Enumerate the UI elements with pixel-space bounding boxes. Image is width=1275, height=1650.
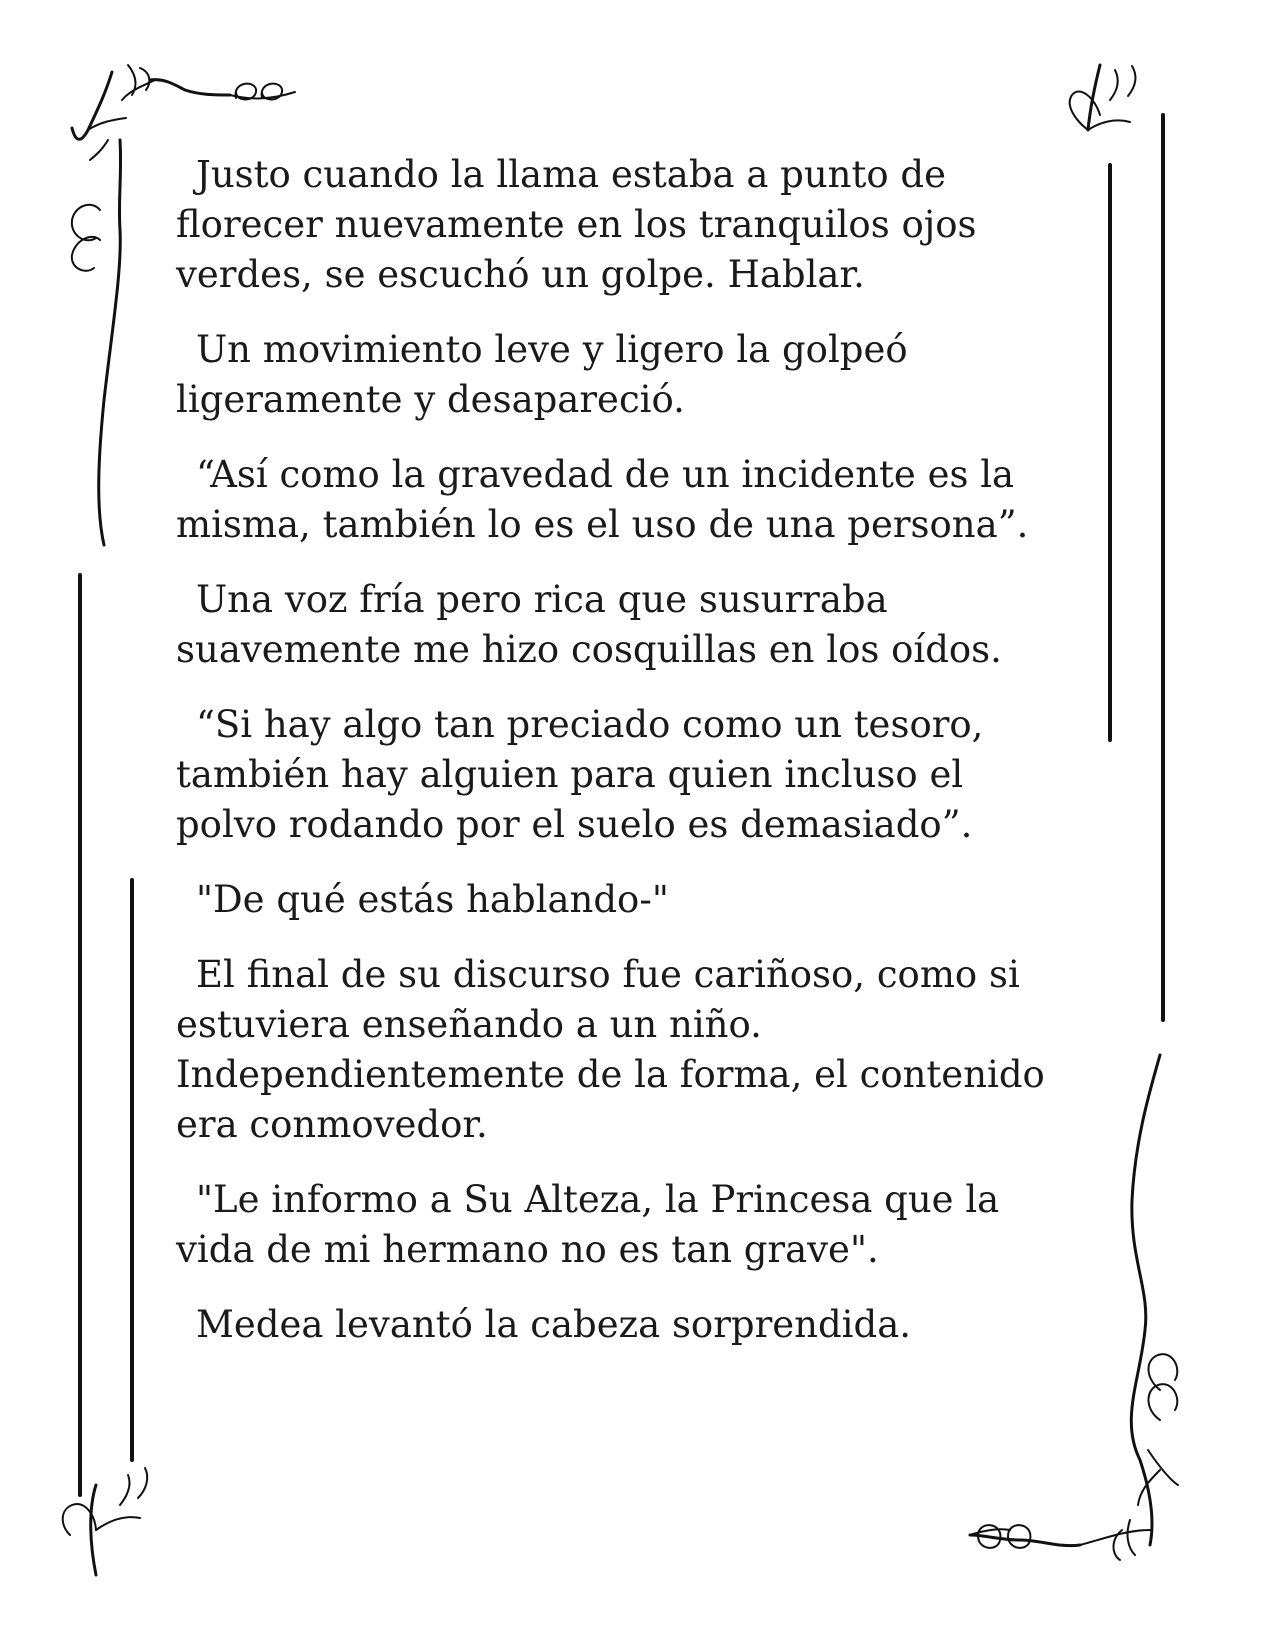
paragraph: “Si hay algo tan preciado como un tesoro, también hay alguien para quien incluso el polvo rodando por el suelo es demasiado”. xyxy=(176,703,984,846)
paragraph: Un movimiento leve y ligero la golpeó ligeramente y desapareció. xyxy=(176,328,908,421)
paragraph: Una voz fría pero rica que susurraba suavemente me hizo cosquillas en los oídos. xyxy=(176,578,1002,671)
story-text xyxy=(176,150,1076,1375)
flourish-bottom-left-icon xyxy=(63,1468,147,1575)
paragraph: El final de su discurso fue cariñoso, como si estuviera enseñando a un niño. Independientemente de la forma, el contenido era conmovedor. xyxy=(176,953,1045,1146)
paragraph: "Le informo a Su Alteza, la Princesa que la vida de mi hermano no es tan grave". xyxy=(176,1178,1000,1271)
paragraph: “Así como la gravedad de un incidente es la misma, también lo es el uso de una persona”. xyxy=(176,453,1029,546)
paragraph: Justo cuando la llama estaba a punto de florecer nuevamente en los tranquilos ojos verdes, se escuchó un golpe. Hablar. xyxy=(176,153,977,296)
paragraph: Medea levantó la cabeza sorprendida. xyxy=(196,1303,912,1346)
flourish-top-right-icon xyxy=(1070,65,1136,130)
paragraph: "De qué estás hablando-" xyxy=(196,878,669,921)
